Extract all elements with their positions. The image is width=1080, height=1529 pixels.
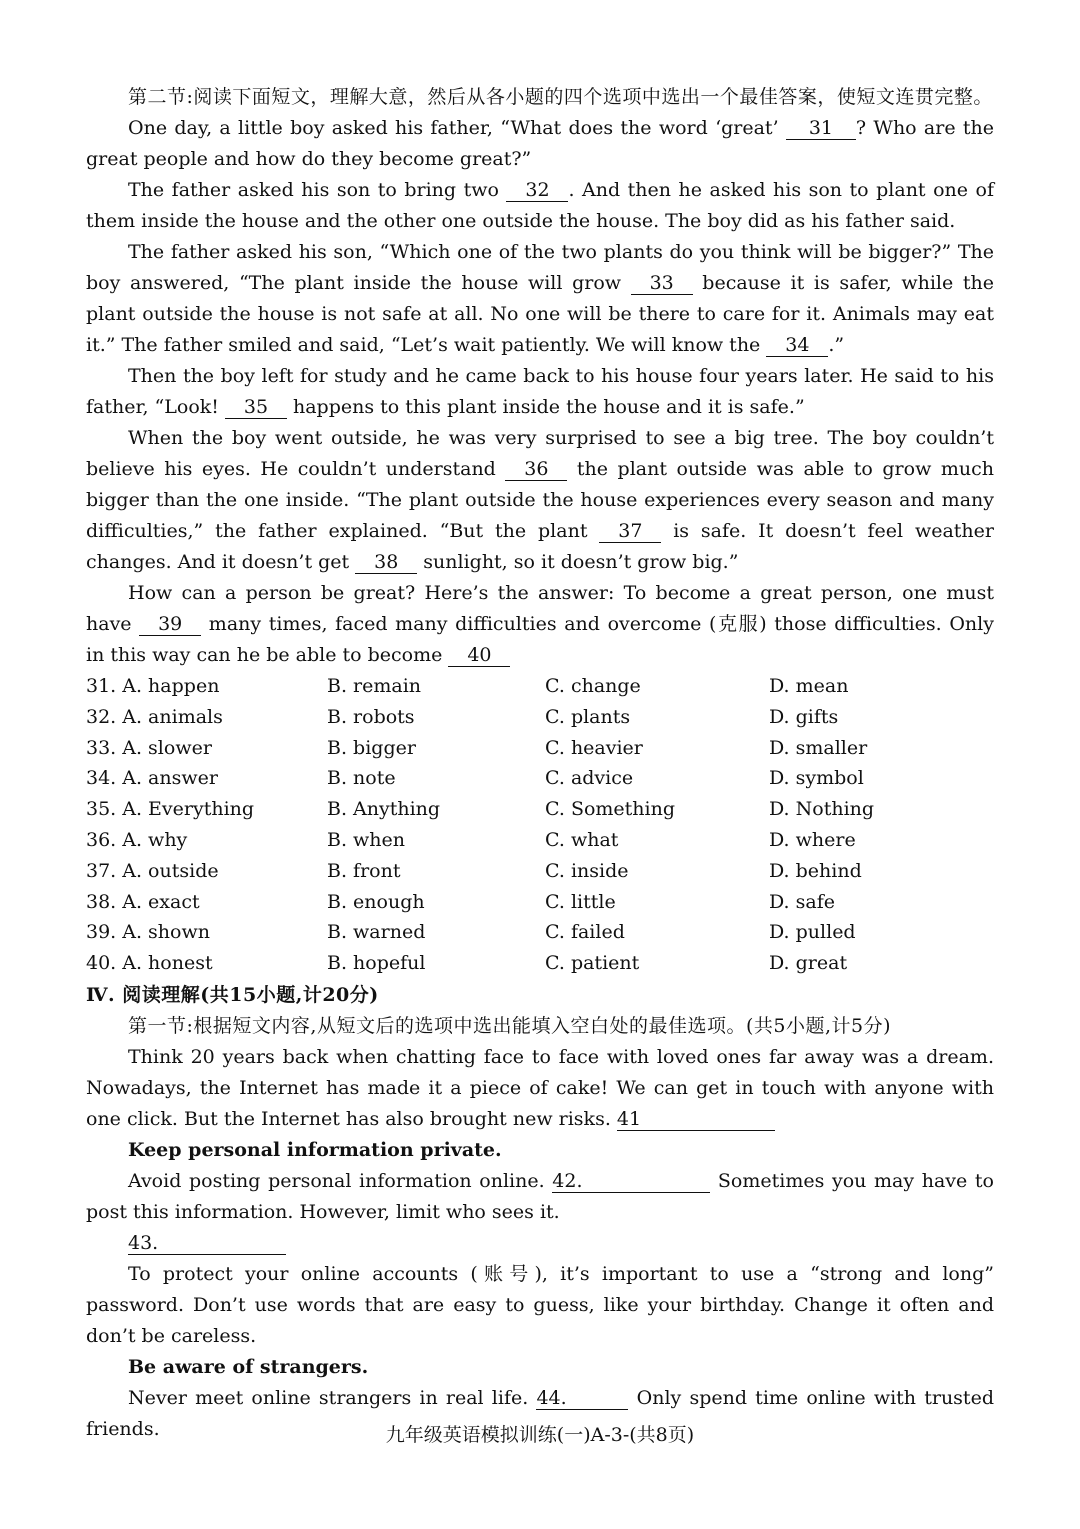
blank-38: 38 <box>355 551 417 574</box>
option-row: 37. A. outside B. front C. inside D. behind <box>86 859 862 882</box>
passage-paragraph-5: When the boy went outside, he was very surprised to see a big tree. The boy couldn’t believe his eyes. He couldn’t understand 36 the plant outside was able to grow much bigger than the one inside. “The plant outside the house experiences every season and many difficulties,” the father explained. “But the plant 37 is safe. It doesn’t feel weather changes. And it doesn’t get 38 sunlight, so it doesn’t grow big.” <box>86 427 994 573</box>
passage-paragraph-6: How can a person be great? Here’s the answer: To become a great person, one must have 39 many times, faced many difficulties and overcome (克服) those difficulties. Only in this way can he be able to become 40 <box>86 582 994 666</box>
option-row: 33. A. slower B. bigger C. heavier D. smaller <box>86 736 868 759</box>
option-row: 36. A. why B. when C. what D. where <box>86 828 856 851</box>
blank-37: 37 <box>599 520 661 543</box>
reading-paragraph-2: Avoid posting personal information online. 42. Sometimes you may have to post this information. However, limit who sees it. <box>86 1169 994 1223</box>
blank-36: 36 <box>505 458 567 481</box>
blank-42: 42. <box>552 1170 710 1193</box>
subheading-strangers: Be aware of strangers. <box>128 1355 369 1378</box>
part4-instruction: 第一节:根据短文内容,从短文后的选项中选出能填入空白处的最佳选项。(共5小题,计5分) <box>128 1014 891 1037</box>
blank-40: 40 <box>448 644 510 667</box>
blank-32: 32 <box>506 179 568 202</box>
passage-paragraph-4: Then the boy left for study and he came back to his house four years later. He said to his father, “Look! 35 happens to this plant inside the house and it is safe.” <box>86 365 994 418</box>
reading-paragraph-1: Think 20 years back when chatting face to face with loved ones far away was a dream. Nowadays, the Internet has made it a piece of cake! We can get in touch with anyone with one click. But the Internet has also brought new risks. 41 <box>86 1045 994 1130</box>
option-row: 32. A. animals B. robots C. plants D. gifts <box>86 705 839 728</box>
option-row: 39. A. shown B. warned C. failed D. pulled <box>86 921 856 944</box>
blank-44: 44. <box>536 1387 628 1410</box>
blank-34: 34 <box>766 334 828 357</box>
blank-39: 39 <box>139 613 201 636</box>
passage-paragraph-2: The father asked his son to bring two 32 . And then he asked his son to plant one of them inside the house and the other one outside the house. The boy did as his father said. <box>86 179 994 232</box>
blank-41: 41 <box>617 1108 775 1131</box>
blank-31: 31 <box>786 117 856 140</box>
section2-instruction: 第二节:阅读下面短文，理解大意，然后从各小题的四个选项中选出一个最佳答案，使短文连贯完整。 <box>128 86 993 108</box>
options-table <box>86 671 994 979</box>
passage-paragraph-1: One day, a little boy asked his father, “What does the word ‘great’ 31 ? Who are the great people and how do they become great?” <box>86 117 994 170</box>
reading-paragraph-4: Never meet online strangers in real life. 44. Only spend time online with trusted friends. <box>86 1386 994 1440</box>
subheading-private-info: Keep personal information private. <box>128 1138 502 1161</box>
page-footer: 九年级英语模拟训练(一)A-3-(共8页) <box>385 1424 695 1446</box>
blank-35: 35 <box>225 396 287 419</box>
option-row: 38. A. exact B. enough C. little D. safe <box>86 890 835 913</box>
blank-33: 33 <box>631 272 693 295</box>
reading-paragraph-3: To protect your online accounts (账号), it’s important to use a “strong and long” password. Don’t use words that are easy to guess, like your birthday. Change it often and don’t be careless. <box>86 1262 994 1347</box>
option-row: 35. A. Everything B. Anything C. Something D. Nothing <box>86 798 875 821</box>
passage-paragraph-3: The father asked his son, “Which one of the two plants do you think will be bigger?” The boy answered, “The plant inside the house will grow 33 because it is safer, while the plant outside the house is not safe at all. No one will be there to care for it. Animals may eat it.” The father smiled and said, “Let’s wait patiently. We will know the 34 .” <box>86 241 994 356</box>
option-row: 31. A. happen B. remain C. change D. mean <box>86 675 849 697</box>
blank-43: 43. <box>128 1232 286 1255</box>
part4-heading: Ⅳ. 阅读理解(共15小题,计20分) <box>86 983 379 1006</box>
reading-blank-43-line <box>86 1228 994 1259</box>
option-row: 40. A. honest B. hopeful C. patient D. great <box>86 952 848 975</box>
option-row: 34. A. answer B. note C. advice D. symbol <box>86 767 864 790</box>
